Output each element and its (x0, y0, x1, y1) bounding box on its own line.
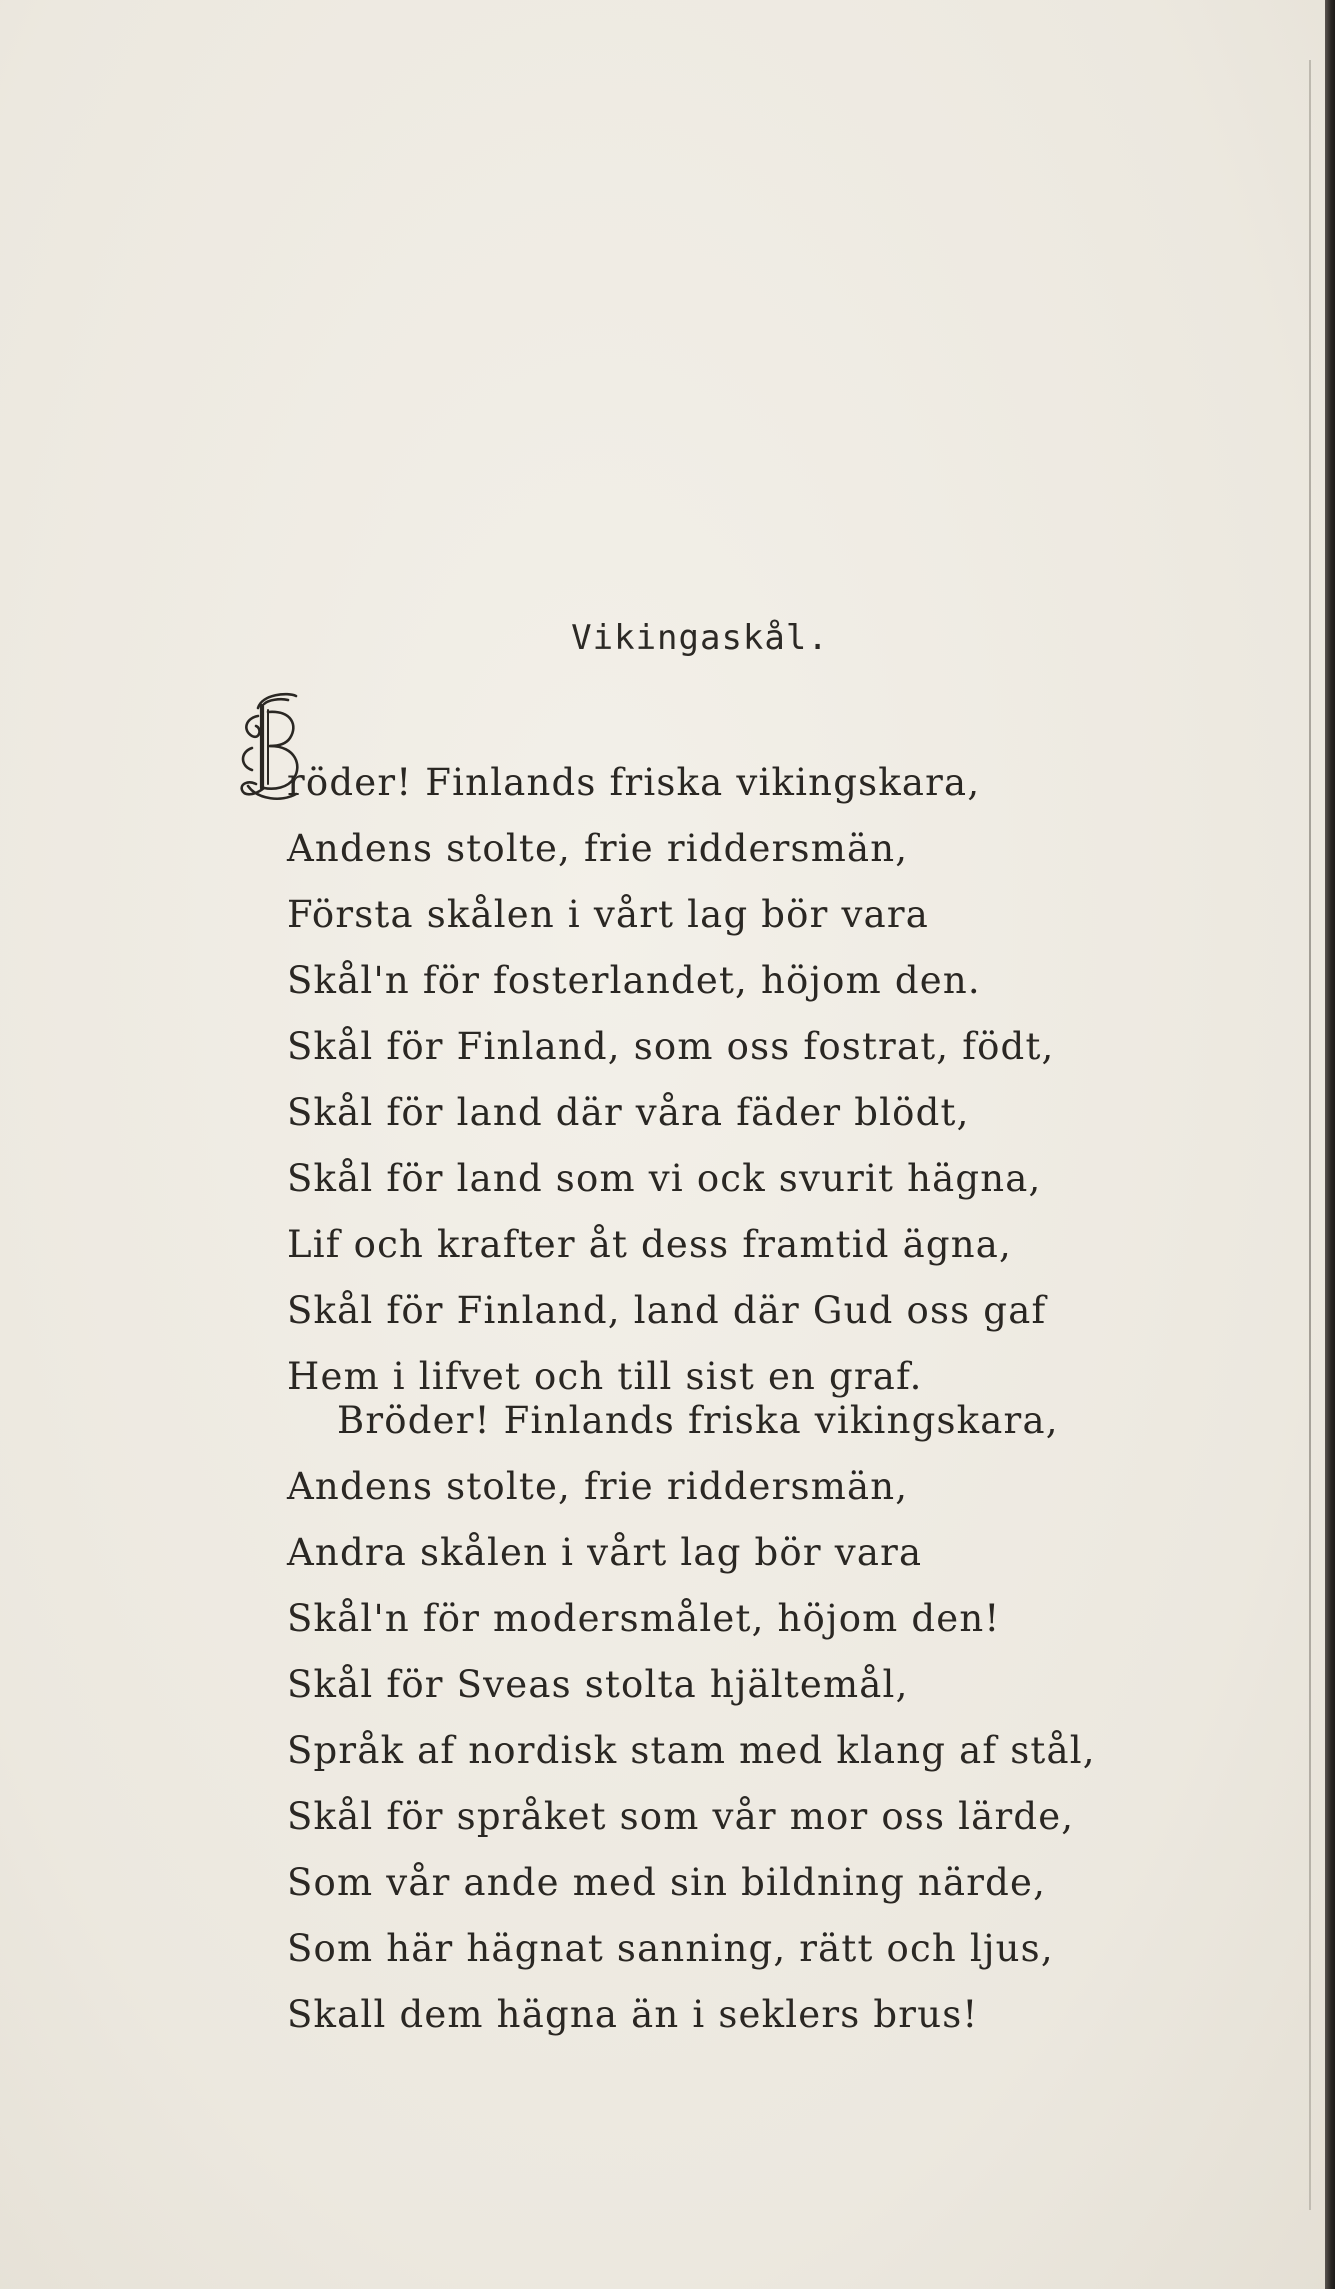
poem-line: röder! Finlands friska vikingskara, (287, 761, 981, 804)
poem-line: Bröder! Finlands friska vikingskara, (337, 1399, 1059, 1442)
poem-line: Lif och krafter åt dess framtid ägna, (287, 1223, 1012, 1266)
poem-title-text: Vikingaskål. (571, 618, 829, 658)
poem-line: Hem i lifvet och till sist en graf. (287, 1355, 923, 1398)
poem-line: Andens stolte, frie riddersmän, (287, 827, 909, 870)
dropcap-letter: B (240, 802, 241, 803)
poem-line: Skål för Sveas stolta hjältemål, (287, 1663, 909, 1706)
poem-title (0, 618, 1335, 658)
poem-line: Andra skålen i vårt lag bör vara (287, 1531, 923, 1574)
page-fold-line (1309, 60, 1311, 2210)
poem-line: Skål för språket som vår mor oss lärde, (287, 1795, 1075, 1838)
poem-line: Som vår ande med sin bildning närde, (287, 1861, 1047, 1904)
poem-line: Skål för Finland, land där Gud oss gaf (287, 1289, 1047, 1332)
poem-line: Skål för land som vi ock svurit hägna, (287, 1157, 1042, 1200)
poem-line: Som här hägnat sanning, rätt och ljus, (287, 1927, 1054, 1970)
stanza-1 (287, 750, 1054, 1410)
poem-line: Skål för Finland, som oss fostrat, födt, (287, 1025, 1055, 1068)
poem-line: Skål'n för modersmålet, höjom den! (287, 1597, 1001, 1640)
poem-line: Skall dem hägna än i seklers brus! (287, 1993, 979, 2036)
poem-line: Skål'n för fosterlandet, höjom den. (287, 959, 981, 1002)
poem-line: Andens stolte, frie riddersmän, (287, 1465, 909, 1508)
poem-line: Skål för land där våra fäder blödt, (287, 1091, 970, 1134)
stanza-2 (287, 1388, 1096, 2048)
poem-line: Första skålen i vårt lag bör vara (287, 893, 930, 936)
page-edge-shadow (1325, 0, 1335, 2289)
poem-line: Språk af nordisk stam med klang af stål, (287, 1729, 1096, 1772)
